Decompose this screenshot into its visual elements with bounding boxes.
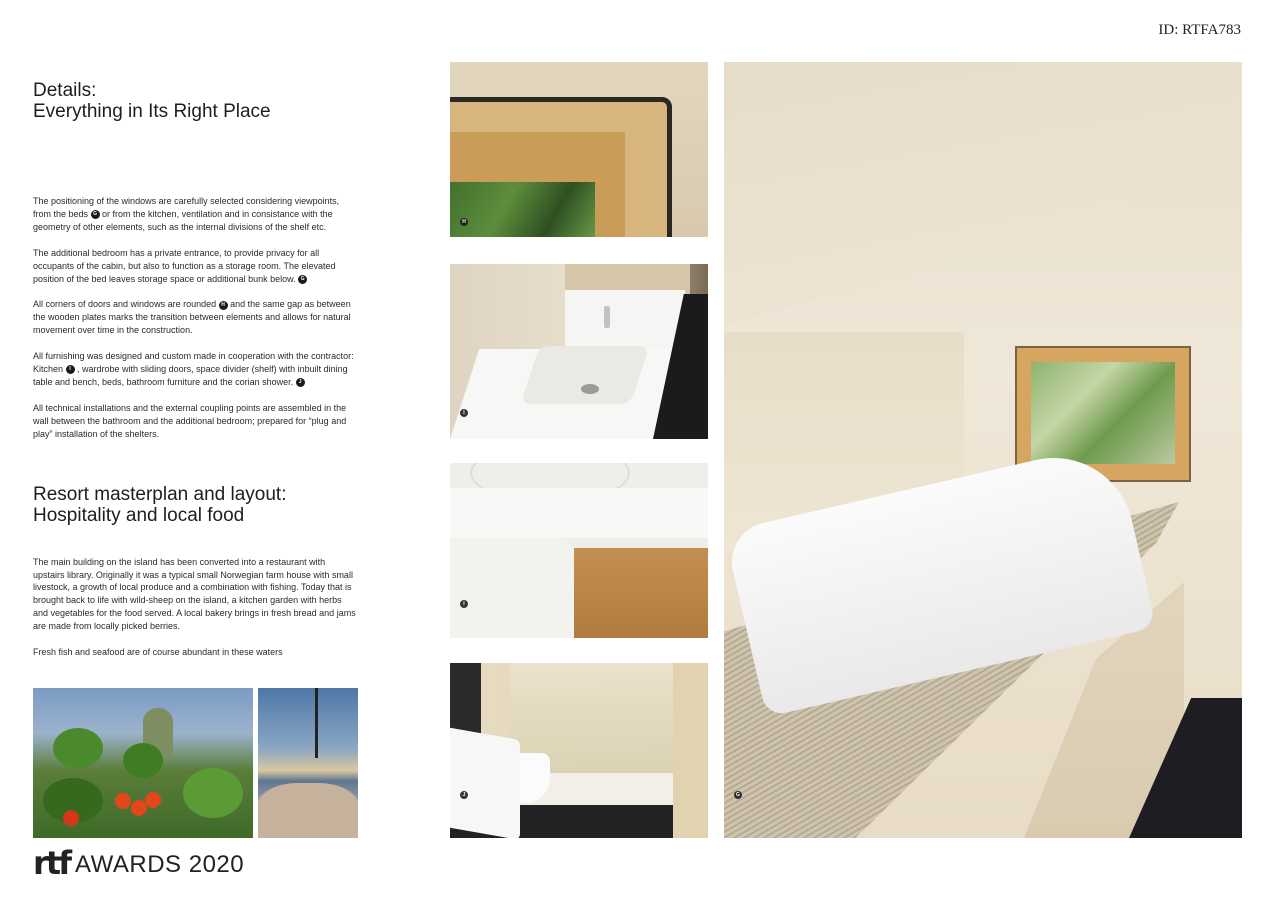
document-id: ID: RTFA783 — [1158, 22, 1241, 38]
section-heading-masterplan — [33, 484, 358, 526]
paragraph-text: , wardrobe with sliding doors, space divider (shelf) with inbuilt dining table and bench, beds, bathroom furniture and the corian shower. — [33, 364, 348, 387]
heading-line: Everything in Its Right Place — [33, 101, 271, 122]
photo-tag: I — [460, 600, 468, 608]
image-marker: H — [219, 301, 228, 310]
section-heading-details — [33, 80, 358, 122]
image-marker: J — [296, 378, 305, 387]
photo-sea-view — [258, 688, 358, 838]
photo-bunk-bedroom — [724, 62, 1242, 838]
rtf-awards-logo — [33, 844, 245, 882]
paragraph-text: The positioning of the windows are carefully selected considering viewpoints, from the beds — [33, 196, 340, 219]
text-column — [33, 80, 358, 672]
photo-tag: J — [460, 791, 468, 799]
paragraph: The main building on the island has been converted into a restaurant with upstairs library. Originally it was a typical small Norwegian farm house with small livestock, a growth of local produce and a combination with fishing. Today that is brought back to life with wild-sheep on the island, a kitchen garden with herbs and vegetables for the food served. A local bakery brings in fresh bread and jams are made from locally picked berries. — [33, 556, 356, 632]
paragraph: Fresh fish and seafood are of course abundant in these waters — [33, 647, 283, 658]
photo-tag: G — [734, 791, 742, 799]
logo-mark: rtf — [33, 844, 69, 882]
paragraph — [33, 195, 358, 234]
paragraph — [33, 247, 358, 286]
photo-window-corner — [450, 62, 708, 237]
heading-line: Resort masterplan and layout: — [33, 483, 287, 505]
tap-icon — [604, 306, 610, 328]
paragraph-text: All technical installations and the external coupling points are assembled in the wall between the bathroom and the additional bedroom; prepared for “plug and play” installation of the shelters. — [33, 402, 347, 439]
paragraph-text: The additional bedroom has a private entrance, to provide privacy for all occupants of the cabin, but also to function as a storage room. The elevated position of the bed leaves storage space or additional bunk below. — [33, 247, 336, 284]
photo-bathroom — [450, 663, 708, 838]
paragraph — [33, 350, 358, 389]
photo-kitchen-sink — [450, 264, 708, 439]
paragraph-text: or from the kitchen, ventilation and in consistance with the geometry of other elements, such as the internal divisions of the shelf etc. — [33, 208, 333, 232]
paragraph-text: All furnishing was designed and custom made in cooperation with the contractor: Kitchen — [33, 351, 354, 375]
photo-counter-corner — [450, 463, 708, 638]
paragraph — [33, 298, 358, 337]
heading-line: Hospitality and local food — [33, 504, 245, 526]
photo-kitchen-garden — [33, 688, 253, 838]
logo-text: AWARDS 2020 — [75, 851, 245, 878]
image-marker: G — [91, 210, 100, 219]
paragraph-text: All corners of doors and windows are rounded — [33, 299, 219, 310]
image-marker: I — [66, 365, 75, 374]
image-marker: G — [298, 275, 307, 284]
paragraph-text: and the same gap as between the wooden plates marks the transition between elements and allows for natural movement over time in the construction. — [33, 299, 351, 336]
photo-tag: I — [460, 409, 468, 417]
heading-line: Details: — [33, 80, 97, 101]
window-frame — [450, 97, 672, 237]
photo-tag: H — [460, 218, 468, 226]
paragraph — [33, 402, 358, 441]
